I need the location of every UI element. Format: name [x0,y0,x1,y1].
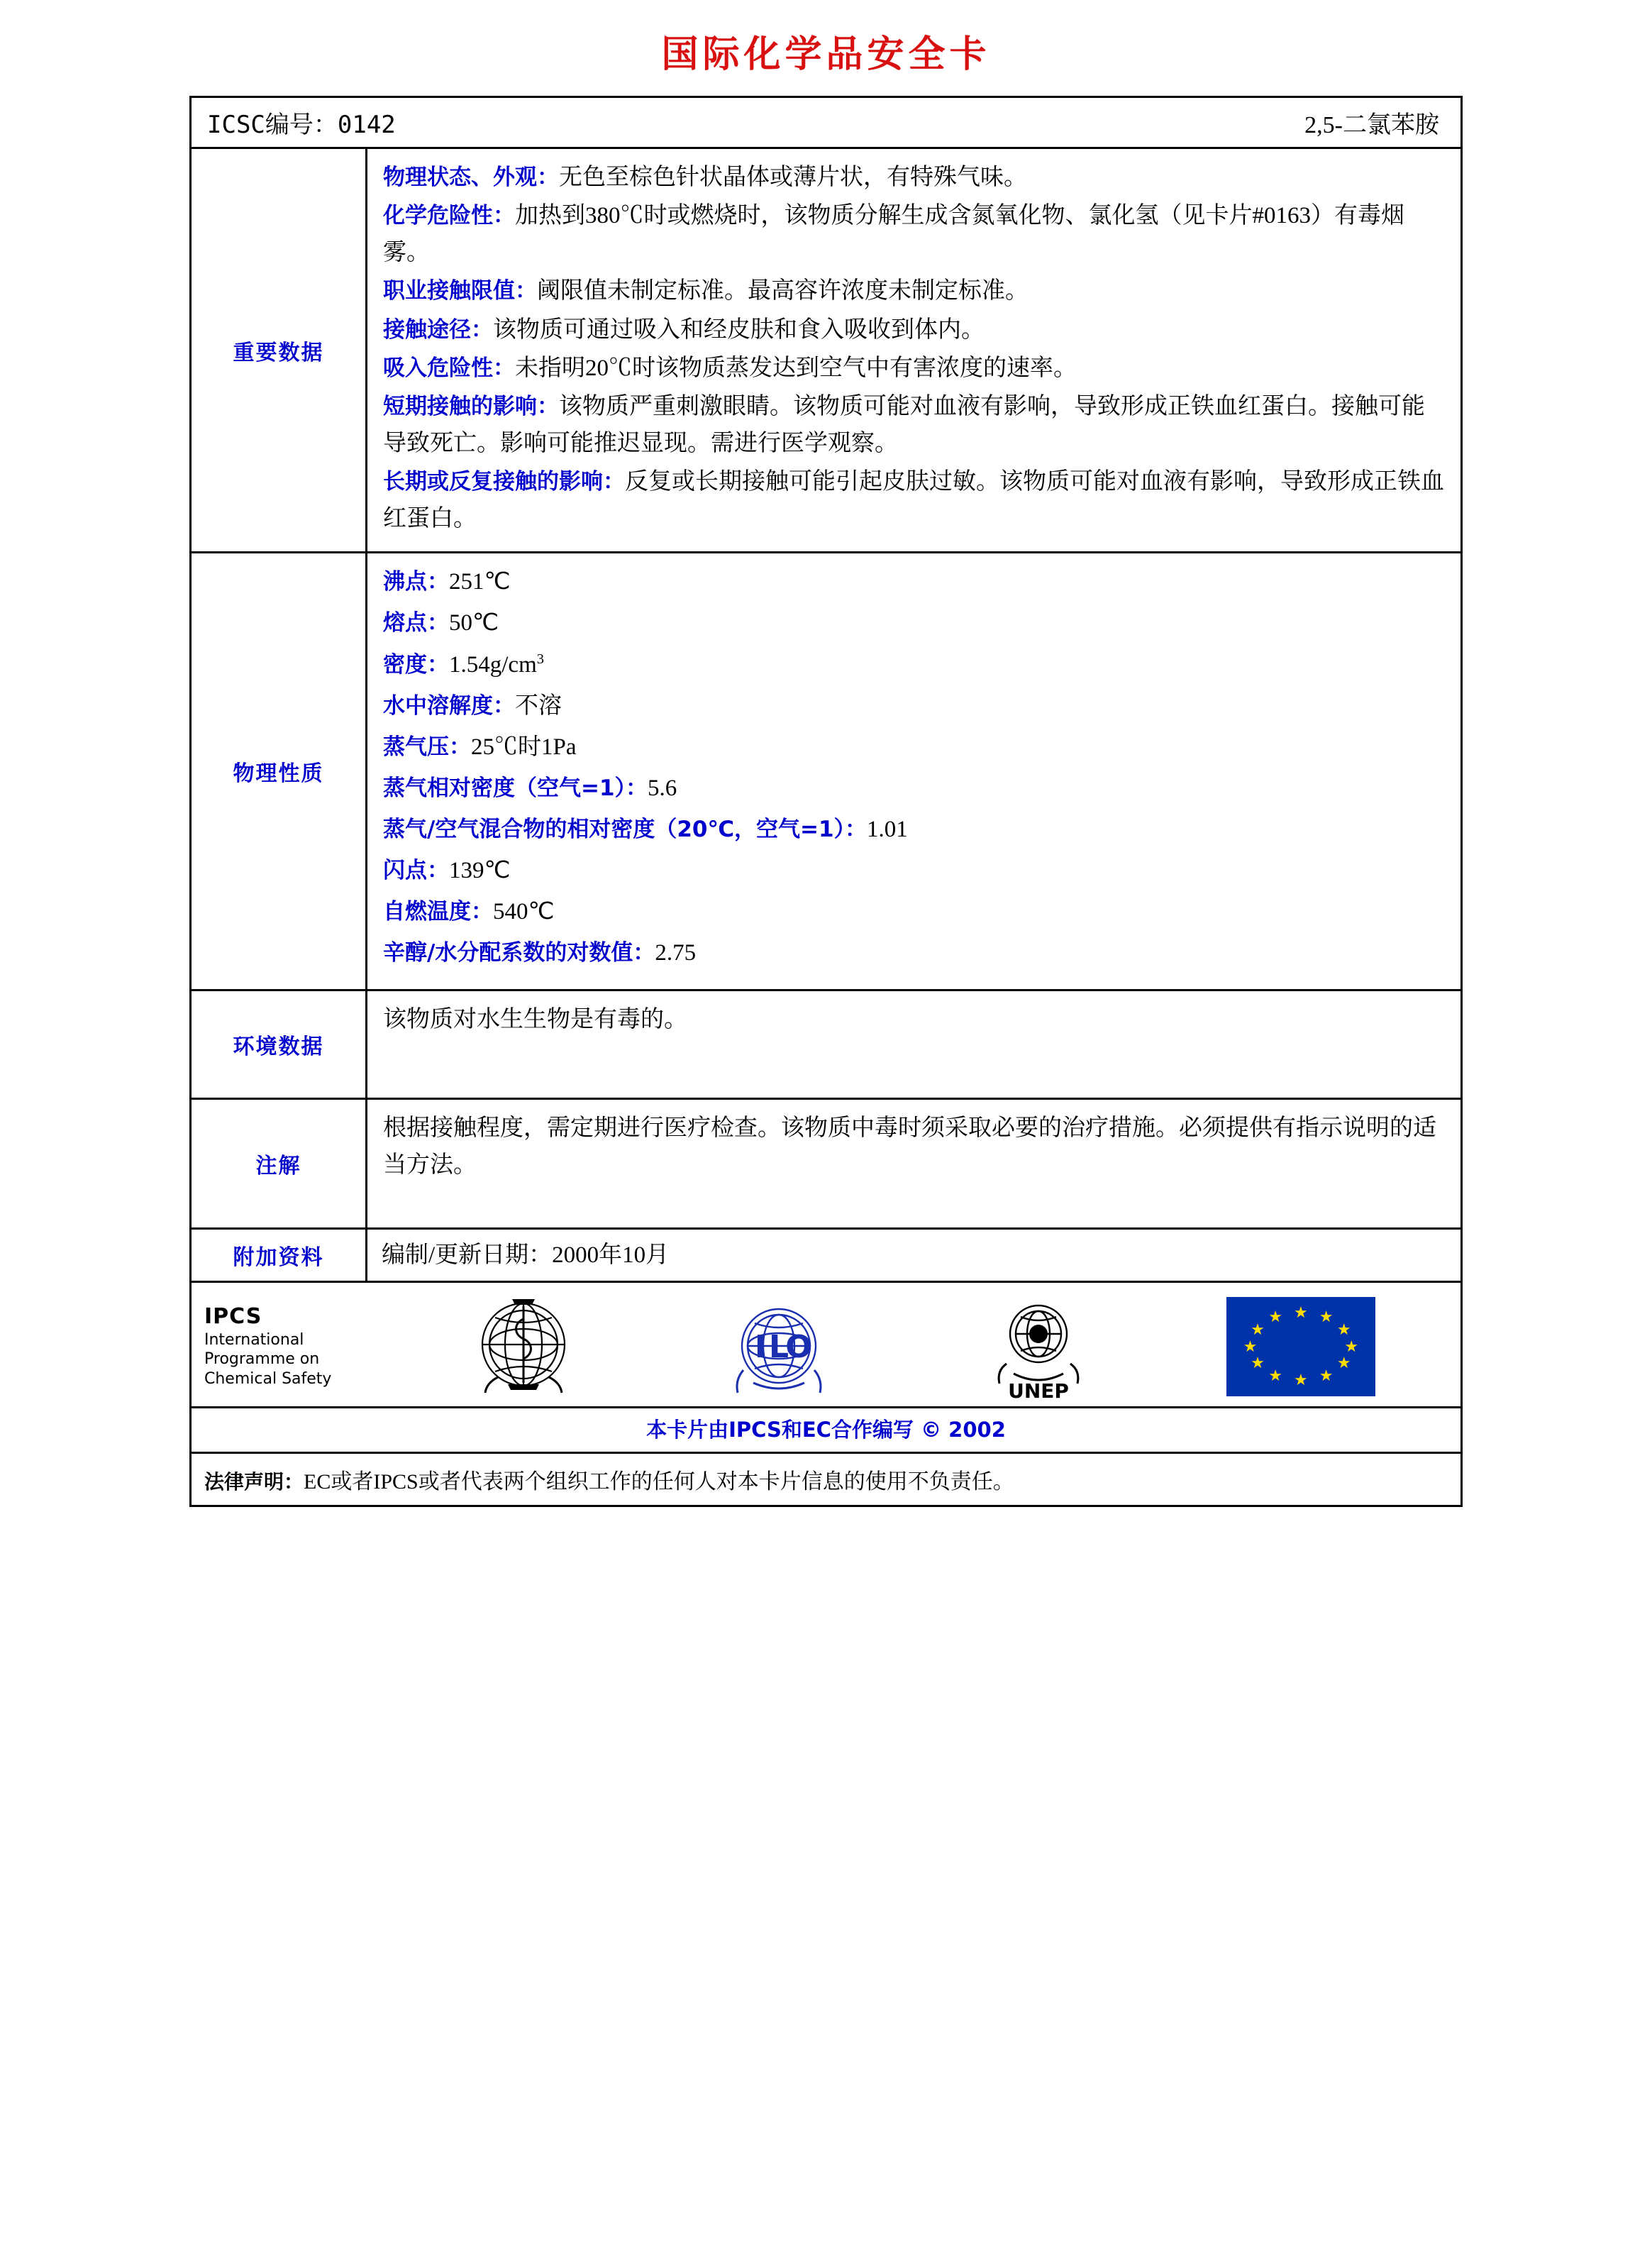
page-title: 国际化学品安全卡 [661,33,991,76]
data-item [383,388,1446,462]
item-value-sup: 3 [536,651,544,667]
item-key: 职业接触限值： [383,278,537,304]
icsc-page [0,24,1652,1507]
ilo-logo [708,1293,850,1400]
item-key: 闪点： [383,858,449,884]
notes-text: 根据接触程度，需定期进行医疗检查。该物质中毒时须采取必要的治疗措施。必须提供有指示说明的适当方法。 [383,1115,1436,1178]
item-value: 加热到380℃时或燃烧时，该物质分解生成含氮氧化物、氯化氢（见卡片#0163）有毒烟雾。 [383,203,1404,266]
ipcs-title: IPCS [204,1303,262,1329]
data-item [383,852,1446,889]
section-label-additional: 附加资料 [192,1230,367,1281]
item-value: 2.75 [655,940,697,966]
data-item [383,770,1446,807]
credit-text: 本卡片由IPCS和EC合作编写 © 2002 [192,1408,1460,1454]
section-environment [192,991,1460,1100]
item-key: 熔点： [383,610,449,636]
section-content-environment [367,991,1460,1098]
data-item [383,893,1446,930]
unep-label: UNEP [1007,1379,1069,1403]
icsc-card [189,96,1463,1507]
chemical-name: 2,5-二氯苯胺 [1304,112,1439,138]
item-value: 25℃时1Pa [471,734,577,760]
section-content-notes [367,1100,1460,1227]
section-content-physical-properties [367,553,1460,988]
data-item [383,350,1446,387]
svg-text:L: L [769,1328,789,1365]
item-value: 反复或长期接触可能引起皮肤过敏。该物质可能对血液有影响，导致形成正铁血红蛋白。 [383,469,1444,532]
data-item [383,159,1446,196]
item-value: 该物质严重刺激眼睛。该物质可能对血液有影响，导致形成正铁血红蛋白。接触可能导致死亡。影响可能推迟显现。需进行医学观察。 [383,393,1425,456]
item-value: 251℃ [449,569,511,595]
item-key: 吸入危险性： [383,355,515,381]
card-header [192,98,1460,149]
ipcs-block [192,1304,367,1389]
who-logo [453,1293,594,1400]
icsc-number-block [207,105,396,140]
item-key: 蒸气相对密度（空气=1）： [383,775,648,801]
item-key: 物理状态、外观： [383,165,559,190]
item-key: 自燃温度： [383,899,493,925]
footer-logos-row [192,1283,1460,1408]
section-label-physical-properties: 物理性质 [192,553,367,988]
svg-text:I: I [755,1328,767,1365]
data-item [383,688,1446,724]
section-additional [192,1230,1460,1283]
icsc-number: 0142 [337,111,396,139]
item-value: 阈限值未制定标准。最高容许浓度未制定标准。 [537,278,1029,304]
item-key: 密度： [383,651,449,678]
section-label-environment: 环境数据 [192,991,367,1098]
section-label-notes: 注解 [192,1100,367,1227]
item-key: 蒸气压： [383,734,471,760]
ipcs-subtitle: International Programme on Chemical Safety [204,1330,332,1388]
legal-row [192,1454,1460,1505]
data-item [383,463,1446,537]
data-item [383,311,1446,348]
legal-label: 法律声明： [204,1469,304,1494]
section-content-additional [367,1230,1460,1281]
logos-container [367,1290,1460,1403]
section-notes [192,1100,1460,1230]
data-item [383,811,1446,848]
eu-flag-logo: ★ ★ ★ ★ ★ ★ ★ ★ ★ ★ ★ ★ [1226,1297,1375,1396]
item-value: 不溶 [515,692,562,719]
item-value: 540℃ [493,899,555,925]
item-key: 化学危险性： [383,203,515,229]
item-value: 该物质可通过吸入和经皮肤和食入吸收到体内。 [493,316,985,343]
additional-text: 编制/更新日期：2000年10月 [382,1242,670,1268]
data-item [383,729,1446,766]
item-value: 139℃ [449,858,511,884]
section-physical-properties [192,553,1460,990]
icsc-label: ICSC编号： [207,111,338,139]
data-item [383,197,1446,271]
item-key: 接触途径： [383,316,493,343]
data-item [383,646,1446,683]
item-value: 1.54g/cm [449,651,537,678]
item-key: 辛醇/水分配系数的对数值： [383,940,655,966]
item-value: 无色至棕色针状晶体或薄片状，有特殊气味。 [559,165,1027,190]
item-key: 水中溶解度： [383,692,515,719]
section-important-data [192,149,1460,553]
data-item [383,272,1446,309]
item-key: 沸点： [383,569,449,595]
legal-text: EC或者IPCS或者代表两个组织工作的任何人对本卡片信息的使用不负责任。 [304,1469,1014,1494]
section-content-important-data [367,149,1460,551]
data-item [383,605,1446,641]
environment-text: 该物质对水生生物是有毒的。 [383,1006,687,1032]
unep-logo [964,1290,1113,1403]
item-key: 蒸气/空气混合物的相对密度（20℃，空气=1）： [383,817,867,842]
item-value: 1.01 [867,817,908,842]
data-item [383,563,1446,600]
section-label-important-data: 重要数据 [192,149,367,551]
item-value: 50℃ [449,610,499,636]
item-value: 未指明20℃时该物质蒸发达到空气中有害浓度的速率。 [515,355,1077,381]
svg-text:O: O [785,1328,813,1365]
item-key: 长期或反复接触的影响： [383,469,625,495]
data-item [383,934,1446,971]
item-key: 短期接触的影响： [383,393,559,419]
item-value: 5.6 [648,775,677,801]
